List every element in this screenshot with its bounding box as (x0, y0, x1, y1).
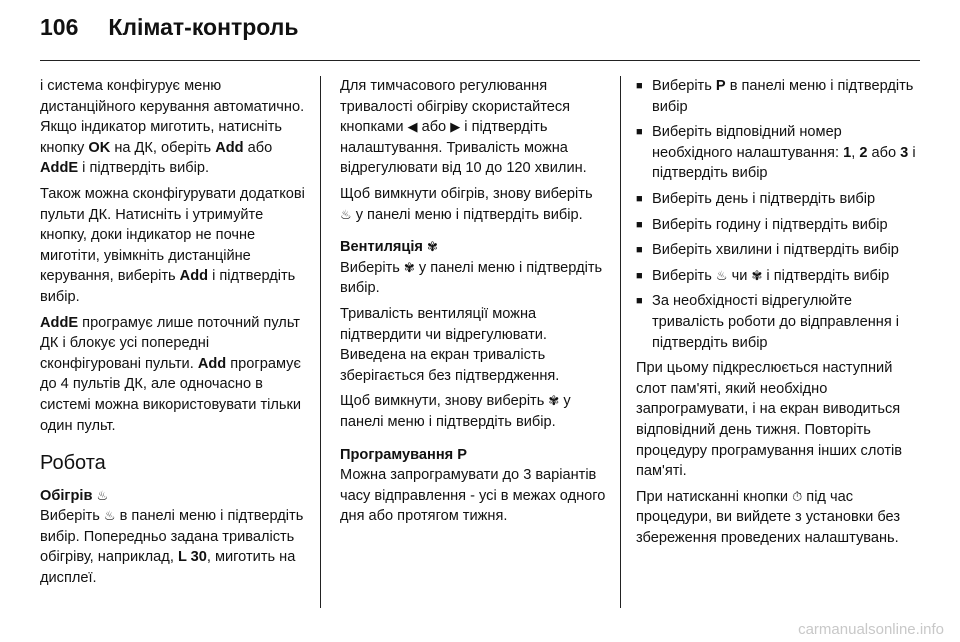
column-divider (320, 76, 321, 608)
paragraph: і система конфігурує меню дистанційного керування автоматично. Якщо індикатор миготить, натисніть кнопку OK на ДК, оберіть Add або AddE і підтвердіть вибір. (40, 78, 305, 177)
paragraph: Тривалість вентиляції можна підтвердити чи відрегулювати. Виведена на екран тривалість зберігається без підтвердження. (340, 305, 560, 384)
watermark: carmanualsonline.info (798, 621, 944, 638)
paragraph: AddE програмує лише поточний пульт ДК і блокує усі попередні сконфігуровані пульти. Add програмує до 4 пультів ДК, але одночасно в системі можна використовувати тільки один пульт. (40, 314, 302, 434)
page-number: 106 (40, 14, 79, 40)
header-rule (40, 60, 920, 61)
steps-list (636, 76, 926, 353)
paragraph: При натисканні кнопки ⏱ під час процедури, ви вийдете з установки без збереження проведених налаштувань. (636, 488, 901, 546)
paragraph: Для тимчасового регулювання тривалості обігріву скористайтеся кнопками ◀ або ▶ і підтвердіть налаштування. Тривалість можна відрегулювати від 10 до 120 хвилин. (340, 78, 587, 177)
subheading-programming: Програмування P (340, 446, 467, 463)
page-title: Клімат-контроль (108, 14, 299, 40)
section-title: Робота (40, 452, 106, 475)
list-item: ■ Виберіть день і підтвердіть вибір (636, 189, 926, 210)
fan-icon: ✾ (403, 259, 415, 275)
paragraph: Виберіть ♨ в панелі меню і підтвердіть вибір. Попередньо задана тривалість обігріву, наприклад, L 30, миготить на дисплеї. (40, 508, 304, 587)
fan-icon: ✾ (548, 393, 560, 409)
list-item: ■ Виберіть ♨ чи ✾ і підтвердіть вибір (636, 266, 926, 287)
list-item: ■ Виберіть P в панелі меню і підтвердіть вибір (636, 76, 926, 117)
paragraph: При цьому підкреслюється наступний слот пам'яті, який необхідно запрограмувати, і на екран виводиться відповідний день тижня. Повторіть процедуру програмування інших слотів пам'яті. (636, 360, 903, 480)
paragraph: Виберіть ✾ у панелі меню і підтвердіть вибір. (340, 259, 603, 297)
heat-icon: ♨ (103, 508, 116, 524)
fan-icon: ✾ (426, 239, 438, 255)
paragraph: Щоб вимкнути обігрів, знову виберіть ♨ у панелі меню і підтвердіть вибір. (340, 184, 608, 225)
arrow-left-icon: ◀ (407, 119, 418, 135)
column-3 (636, 76, 926, 553)
list-item: ■ Виберіть годину і підтвердіть вибір (636, 215, 926, 236)
paragraph: Щоб вимкнути, знову виберіть ✾ у панелі меню і підтвердіть вибір. (340, 393, 571, 430)
subheading-heating: Обігрів ♨ (40, 486, 312, 507)
fan-icon: ✾ (751, 267, 763, 283)
column-divider (620, 76, 621, 608)
heat-icon: ♨ (96, 487, 109, 503)
heat-icon: ♨ (715, 267, 728, 283)
page-header (40, 14, 299, 50)
heat-icon: ♨ (340, 206, 352, 222)
column-2 (340, 76, 608, 532)
paragraph: Можна запрограмувати до 3 варіантів часу відправлення - усі в межах одного дня або протягом тижня. (340, 467, 606, 525)
subheading-ventilation: Вентиляція ✾ (340, 237, 608, 258)
list-item: ■ Виберіть відповідний номер необхідного налаштування: 1, 2 або 3 і підтвердіть вибір (636, 122, 926, 184)
column-1 (40, 76, 312, 594)
list-item: ■ Виберіть хвилини і підтвердіть вибір (636, 240, 926, 261)
list-item: ■ За необхідності відрегулюйте тривалість роботи до відправлення і підтвердіть вибір (636, 291, 926, 353)
arrow-right-icon: ▶ (450, 119, 461, 135)
clock-icon: ⏱ (792, 488, 803, 504)
paragraph: Також можна сконфігурувати додаткові пульти ДК. Натисніть і утримуйте кнопку, доки індикатор не почне миготіти, увімкніть дистанційне керування, виберіть Add і підтвердіть вибір. (40, 185, 305, 305)
